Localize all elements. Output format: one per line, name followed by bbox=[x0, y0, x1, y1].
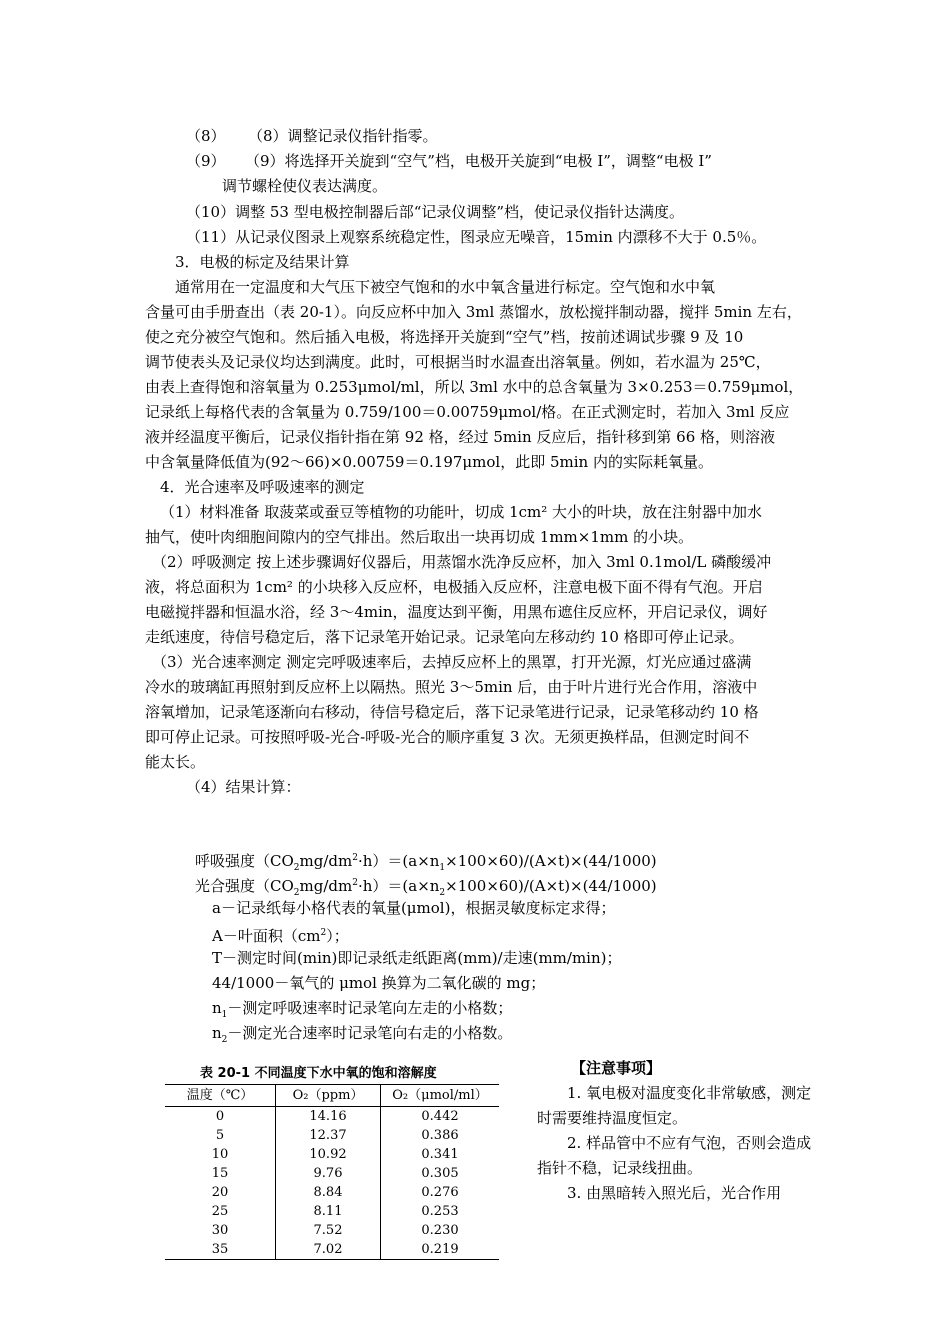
notes-heading: 【注意事项】 bbox=[571, 1059, 662, 1077]
step-11-text: （11）从记录仪图录上观察系统稳定性，图录应无噪音，15min 内漂移不大于 0.5％。 bbox=[186, 228, 767, 246]
table-row: 5 12.37 0.386 bbox=[165, 1126, 499, 1145]
table-row: 35 7.02 0.219 bbox=[165, 1240, 499, 1260]
section-4-line: 液，将总面积为 1cm² 的小块移入反应杯，电极插入反应杯，注意电极下面不得有气泡。开启 bbox=[145, 578, 763, 596]
table-row: 0 14.16 0.442 bbox=[165, 1107, 499, 1127]
definition-a: a－记录纸每小格代表的氧量(μmol)，根据灵敏度标定求得； bbox=[212, 899, 616, 917]
oxygen-solubility-table bbox=[165, 1084, 499, 1260]
step-9-text: （9）将选择开关旋到“空气”档，电极开关旋到“电极 Ⅰ”，调整“电极 Ⅰ” bbox=[245, 152, 712, 170]
table-row: 25 8.11 0.253 bbox=[165, 1202, 499, 1221]
table-row: 10 10.92 0.341 bbox=[165, 1145, 499, 1164]
column-header-umol: O₂（μmol/ml） bbox=[381, 1085, 500, 1107]
definition-n1: $n_1-$测定呼吸速率时记录笔向左走的小格数； bbox=[212, 999, 513, 1020]
table-caption: 表 20-1 不同温度下水中氧的饱和溶解度 bbox=[200, 1066, 437, 1081]
definition-n2: $n_2-$测定光合速率时记录笔向右走的小格数。 bbox=[212, 1024, 513, 1045]
definition-44-1000: 44/1000－氧气的 μmol 换算为二氧化碳的 mg； bbox=[212, 974, 546, 992]
section-4-line: 电磁搅拌器和恒温水浴，经 3～4min，温度达到平衡，用黑布遮住反应杯，开启记录仪，调好 bbox=[145, 603, 768, 621]
section-3-line: 中含氧量降低值为(92～66)×0.00759＝0.197μmol，此即 5min 内的实际耗氧量。 bbox=[145, 453, 713, 471]
step-9-continuation: 调节螺栓使仪表达满度。 bbox=[222, 177, 388, 195]
step-10-text: （10）调整 53 型电极控制器后部“记录仪调整”档，使记录仪指针达满度。 bbox=[186, 203, 685, 221]
table-row: 20 8.84 0.276 bbox=[165, 1183, 499, 1202]
note-item: 2. 样品管中不应有气泡，否则会造成指针不稳，记录线扭曲。 bbox=[537, 1134, 812, 1177]
definition-T: T－测定时间(min)即记录纸走纸距离(mm)/走速(mm/min)； bbox=[212, 949, 622, 967]
column-header-temperature: 温度（℃） bbox=[165, 1085, 276, 1107]
section-3-line: 记录纸上每格代表的含氧量为 0.759/100＝0.00759μmol/格。在正式测定时，若加入 3ml 反应 bbox=[145, 403, 790, 421]
step-9-number: （9） bbox=[186, 152, 226, 170]
section-4-heading: 4．光合速率及呼吸速率的测定 bbox=[160, 478, 365, 496]
section-3-line: 含量可由手册查出（表 20-1）。向反应杯中加入 3ml 蒸馏水，放松搅拌制动器，搅拌 5min 左右， bbox=[145, 303, 802, 321]
section-4-line: （4）结果计算： bbox=[186, 778, 301, 796]
section-4-line: 能太长。 bbox=[145, 753, 206, 771]
respiration-formula: 呼吸强度$(CO_2mg/dm^2\cdot h)=(a\times n_1\times 100\times 60)/(A\times t)\times(44/1000)$ bbox=[195, 852, 657, 873]
definition-A: A－叶面积$(cm^2)$； bbox=[212, 927, 349, 945]
section-3-line: 使之充分被空气饱和。然后插入电极，将选择开关旋到“空气”档，按前述调试步骤 9 及 10 bbox=[145, 328, 744, 346]
section-3-line: 通常用在一定温度和大气压下被空气饱和的水中氧含量进行标定。空气饱和水中氧 bbox=[175, 278, 716, 296]
section-3-line: 液并经温度平衡后，记录仪指针指在第 92 格，经过 5min 反应后，指针移到第 66 格，则溶液 bbox=[145, 428, 776, 446]
section-3-line: 调节使表头及记录仪均达到满度。此时，可根据当时水温查出溶氧量。例如，若水温为 25℃， bbox=[145, 353, 771, 371]
step-8-number: （8） bbox=[186, 127, 226, 145]
section-4-line: 走纸速度，待信号稳定后，落下记录笔开始记录。记录笔向左移动约 10 格即可停止记录。 bbox=[145, 628, 744, 646]
column-header-ppm: O₂（ppm） bbox=[276, 1085, 381, 1107]
note-item: 1. 氧电极对温度变化非常敏感，测定时需要维持温度恒定。 bbox=[537, 1084, 812, 1127]
section-4-line: 冷水的玻璃缸再照射到反应杯上以隔热。照光 3～5min 后，由于叶片进行光合作用，溶液中 bbox=[145, 678, 758, 696]
section-3-heading: 3．电极的标定及结果计算 bbox=[175, 253, 350, 271]
section-4-line: 溶氧增加，记录笔逐渐向右移动，待信号稳定后，落下记录笔进行记录，记录笔移动约 10 格 bbox=[145, 703, 759, 721]
table-row: 15 9.76 0.305 bbox=[165, 1164, 499, 1183]
section-4-line: 即可停止记录。可按照呼吸-光合-呼吸-光合的顺序重复 3 次。无须更换样品，但测定时间不 bbox=[145, 728, 750, 746]
step-8-text: （8）调整记录仪指针指零。 bbox=[248, 127, 438, 145]
section-4-line: （3）光合速率测定 测定完呼吸速率后，去掉反应杯上的黑罩，打开光源，灯光应通过盛满 bbox=[152, 653, 752, 671]
section-4-line: （1）材料准备 取菠菜或蚕豆等植物的功能叶，切成 1cm² 大小的叶块，放在注射器中加水 bbox=[160, 503, 763, 521]
section-4-line: 抽气，使叶肉细胞间隙内的空气排出。然后取出一块再切成 1mm×1mm 的小块。 bbox=[145, 528, 694, 546]
note-item: 3. 由黑暗转入照光后，光合作用 bbox=[567, 1184, 782, 1202]
section-3-line: 由表上查得饱和溶氧量为 0.253μmol/ml，所以 3ml 水中的总含氧量为 3×0.253＝0.759μmol， bbox=[145, 378, 804, 396]
table-row: 30 7.52 0.230 bbox=[165, 1221, 499, 1240]
photosynthesis-formula: 光合强度$(CO_2mg/dm^2\cdot h)=(a\times n_2\times 100\times 60)/(A\times t)\times(44/1000)$ bbox=[195, 877, 657, 898]
notes-section bbox=[537, 1056, 817, 1206]
section-4-line: （2）呼吸测定 按上述步骤调好仪器后，用蒸馏水洗净反应杯，加入 3ml 0.1mol/L 磷酸缓冲 bbox=[152, 553, 772, 571]
